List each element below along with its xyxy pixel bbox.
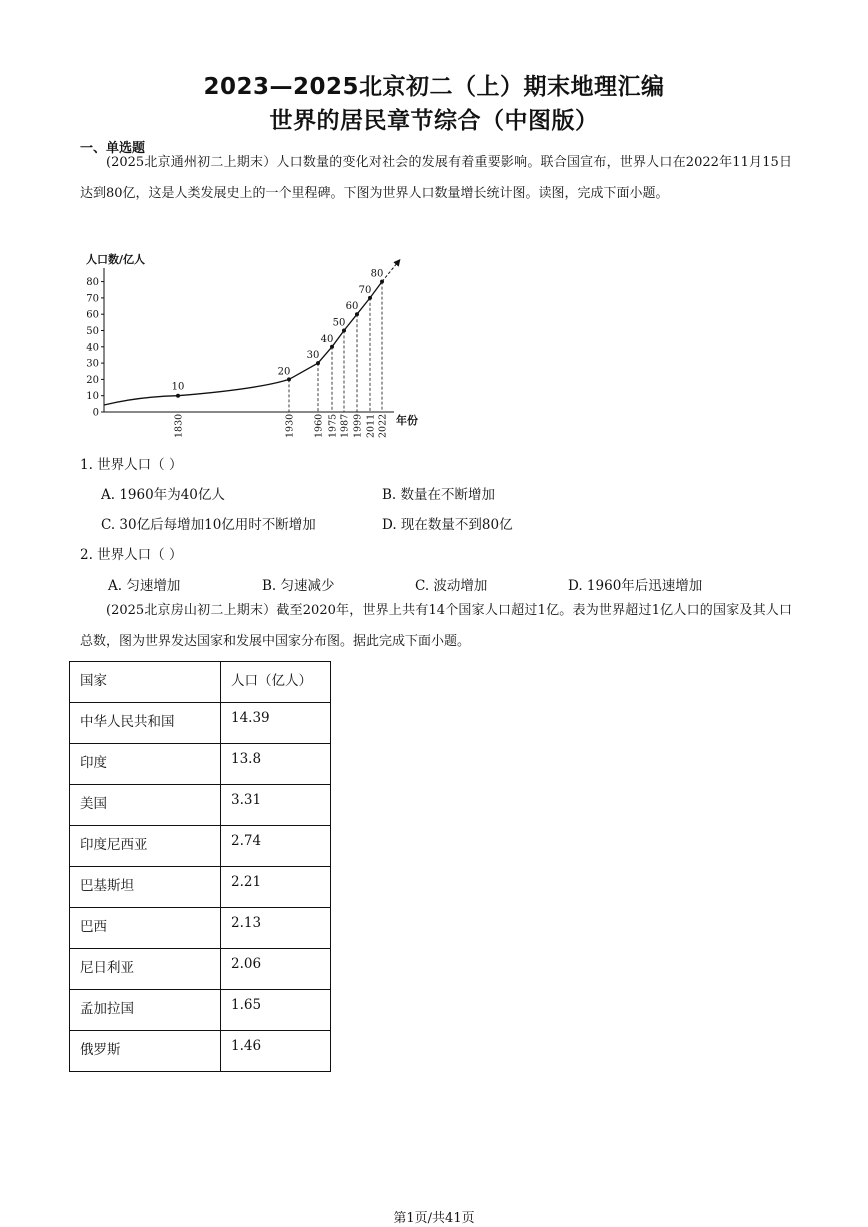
table-row bbox=[70, 867, 331, 908]
data-points bbox=[172, 269, 384, 398]
country-cell: 印度尼西亚 bbox=[70, 826, 221, 867]
question-1-stem: 1. 世界人口（ ） bbox=[80, 457, 183, 473]
country-cell: 尼日利亚 bbox=[70, 949, 221, 990]
data-label: 80 bbox=[370, 268, 384, 280]
x-axis-label: 年份 bbox=[396, 414, 418, 427]
section-heading: 一、单选题 bbox=[80, 141, 146, 156]
population-cell: 14.39 bbox=[221, 703, 331, 744]
y-tick-label: 30 bbox=[86, 358, 99, 370]
page-footer: 第1页/共41页 bbox=[393, 1211, 475, 1226]
population-cell: 1.65 bbox=[221, 990, 331, 1031]
x-tick-label: 2022 bbox=[377, 413, 389, 438]
table-row bbox=[70, 949, 331, 990]
table-row bbox=[70, 785, 331, 826]
y-tick-label: 70 bbox=[86, 293, 99, 305]
trend-arrow bbox=[382, 260, 400, 282]
question-2-option-b[interactable]: B. 匀速减少 bbox=[262, 578, 335, 594]
country-cell: 俄罗斯 bbox=[70, 1031, 221, 1072]
x-tick-label: 1975 bbox=[327, 413, 339, 438]
country-cell: 印度 bbox=[70, 744, 221, 785]
x-tick-label: 1830 bbox=[173, 413, 185, 438]
document-title-line-1: 2023—2025北京初二（上）期末地理汇编 bbox=[203, 74, 665, 100]
question-2-option-a[interactable]: A. 匀速增加 bbox=[108, 578, 181, 594]
y-tick-label: 80 bbox=[86, 277, 99, 289]
question-intro-1: (2025北京通州初二上期末）人口数量的变化对社会的发展有着重要影响。联合国宣布，世界人口在2022年11月15日达到80亿，这是人类发展史上的一个里程碑。下图为世界人口数量增长统计图。读图，完成下面小题。 bbox=[80, 155, 792, 201]
population-cell: 1.46 bbox=[221, 1031, 331, 1072]
country-cell: 巴西 bbox=[70, 908, 221, 949]
data-label: 40 bbox=[320, 333, 334, 345]
table-row bbox=[70, 1031, 331, 1072]
x-ticks bbox=[174, 414, 389, 438]
y-axis-label: 人口数/亿人 bbox=[86, 253, 146, 266]
y-tick-label: 40 bbox=[86, 342, 99, 354]
y-tick-label: 50 bbox=[86, 326, 99, 337]
x-tick-label: 1999 bbox=[352, 413, 364, 438]
data-point bbox=[287, 377, 291, 381]
population-cell: 2.13 bbox=[221, 908, 331, 949]
data-label: 50 bbox=[332, 317, 346, 329]
data-point bbox=[176, 394, 180, 398]
x-tick-label: 1930 bbox=[284, 413, 296, 438]
y-ticks bbox=[86, 277, 104, 418]
data-label: 20 bbox=[277, 366, 291, 378]
x-tick-label: 1987 bbox=[339, 413, 351, 438]
data-point bbox=[368, 296, 372, 300]
population-cell: 2.74 bbox=[221, 826, 331, 867]
country-cell: 孟加拉国 bbox=[70, 990, 221, 1031]
x-tick-label: 2011 bbox=[365, 413, 377, 438]
population-chart bbox=[78, 246, 428, 446]
population-cell: 2.21 bbox=[221, 867, 331, 908]
question-1-option-d[interactable]: D. 现在数量不到80亿 bbox=[382, 517, 513, 533]
data-point bbox=[380, 280, 384, 284]
question-1-option-b[interactable]: B. 数量在不断增加 bbox=[382, 487, 496, 503]
y-tick-label: 0 bbox=[92, 407, 99, 419]
table-row bbox=[70, 744, 331, 785]
table-row bbox=[70, 703, 331, 744]
data-label: 60 bbox=[345, 301, 359, 313]
data-point bbox=[330, 345, 334, 349]
table-header-row bbox=[70, 662, 331, 703]
header-population: 人口（亿人） bbox=[221, 662, 331, 703]
question-1-option-c[interactable]: C. 30亿后每增加10亿用时不断增加 bbox=[101, 517, 316, 533]
question-2-option-d[interactable]: D. 1960年后迅速增加 bbox=[568, 578, 703, 594]
question-1-option-a[interactable]: A. 1960年为40亿人 bbox=[101, 487, 225, 503]
country-cell: 巴基斯坦 bbox=[70, 867, 221, 908]
population-cell: 2.06 bbox=[221, 949, 331, 990]
y-tick-label: 60 bbox=[86, 309, 99, 321]
question-intro-2: (2025北京房山初二上期末）截至2020年，世界上共有14个国家人口超过1亿。表为世界超过1亿人口的国家及其人口总数，图为世界发达国家和发展中国家分布图。据此完成下面小题。 bbox=[80, 603, 792, 649]
data-label: 30 bbox=[306, 350, 320, 362]
table-row bbox=[70, 908, 331, 949]
question-2-option-c[interactable]: C. 波动增加 bbox=[415, 578, 488, 594]
population-cell: 13.8 bbox=[221, 744, 331, 785]
question-2-stem: 2. 世界人口（ ） bbox=[80, 547, 183, 563]
table-row bbox=[70, 826, 331, 867]
y-tick-label: 20 bbox=[86, 374, 99, 386]
data-label: 70 bbox=[358, 284, 372, 296]
header-country: 国家 bbox=[70, 662, 221, 703]
table-row bbox=[70, 990, 331, 1031]
population-curve bbox=[104, 282, 382, 405]
population-table bbox=[69, 661, 331, 1072]
data-point bbox=[316, 361, 320, 365]
country-cell: 中华人民共和国 bbox=[70, 703, 221, 744]
data-label: 10 bbox=[171, 381, 185, 393]
country-cell: 美国 bbox=[70, 785, 221, 826]
document-title-line-2: 世界的居民章节综合（中图版） bbox=[269, 108, 599, 134]
y-tick-label: 10 bbox=[86, 391, 99, 403]
data-point bbox=[342, 329, 346, 333]
x-tick-label: 1960 bbox=[313, 413, 325, 438]
data-point bbox=[355, 312, 359, 316]
population-cell: 3.31 bbox=[221, 785, 331, 826]
